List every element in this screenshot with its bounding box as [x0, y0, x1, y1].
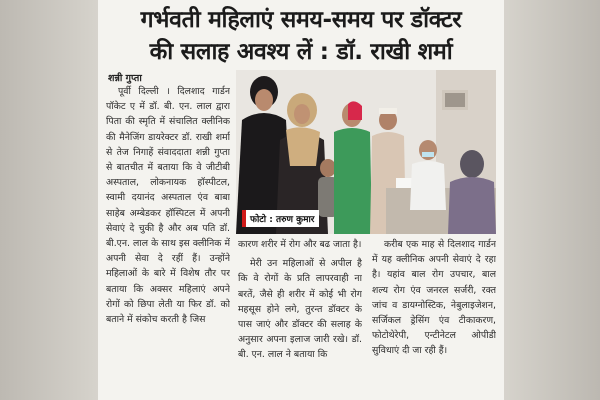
background-right [504, 0, 600, 400]
headline-line-2: की सलाह अवश्य लें : डॉ. राखी शर्मा [149, 39, 453, 65]
background-left [0, 0, 98, 400]
article-column-2 [238, 237, 362, 400]
headline-line-1: गर्भवती महिलाएं समय-समय पर डॉक्टर [140, 7, 462, 33]
column-3-text: करीब एक माह से दिलशाद गार्डन में यह क्लीनिक अपनी सेवाएं दे रहा है। यहांव बाल रोग उपचार, बाल शल्य रोग एंव जनरल सर्जरी, रक्त जांच व डायग्नोस्टिक, नेबुलाइजेशन, सर्जिकल ड्रेसिंग एंव टीकाकरण, फोटोथेरेपी, एन्टीनेटल ओपीडी सुविधाएं दी जा रही हैं। [372, 239, 496, 357]
column-2-paragraph-1: कारण शरीर में रोग और बढ जाता है। [238, 239, 362, 250]
news-photo [236, 70, 496, 234]
byline: शन्नी गुप्ता [108, 73, 142, 84]
article-column-1 [106, 84, 230, 400]
column-2-paragraph-2: मेरी उन महिलाओं से अपील है कि वे रोगों के प्रति लापरवाही ना बरतें, जैसे ही शरीर में कोई भी रोग महसूस होने लगे, तुरन्त डॉक्टर के पास जाएं और डॉक्टर की सलाह के अनुसार अपना इलाज जारी रखे। डॉ. बी. एन. लाल ने बताया कि [238, 258, 362, 361]
column-1-text: पूर्वी दिल्ली । दिलशाद गार्डन पॉकेट ए में डॉ. बी. एन. लाल द्वारा पिता की स्मृति में संचालित क्लीनिक की मैनेजिंग डायरेक्टर डॉ. राखी शर्मा से तेज निगाहें संवाददाता शन्नी गुप्ता से बातचीत में बताया कि वे जीटीबी अस्पताल, लोकनायक हॉस्पीटल, स्वामी दयानंद अस्पताल एंव बाबा साहेब अम्बेडकर हॉस्पिटल में अपनी सेवाएं दे चुकी है और अब पति डॉ. बी.एन. लाल के साथ इस क्लीनिक में अपनी सेवा दे रहीं हैं। उन्होंने महिलाओं के बारे में विशेष तौर पर बताया कि अक्सर महिलाएं अपने रोगों को छिपा लेती या फिर डॉ. को बताने में संकोच करती है जिस [106, 86, 230, 326]
photo-caption: फोटो : तरुण कुमार [242, 210, 319, 227]
article-column-3 [372, 237, 496, 400]
newspaper-clipping [98, 0, 504, 400]
